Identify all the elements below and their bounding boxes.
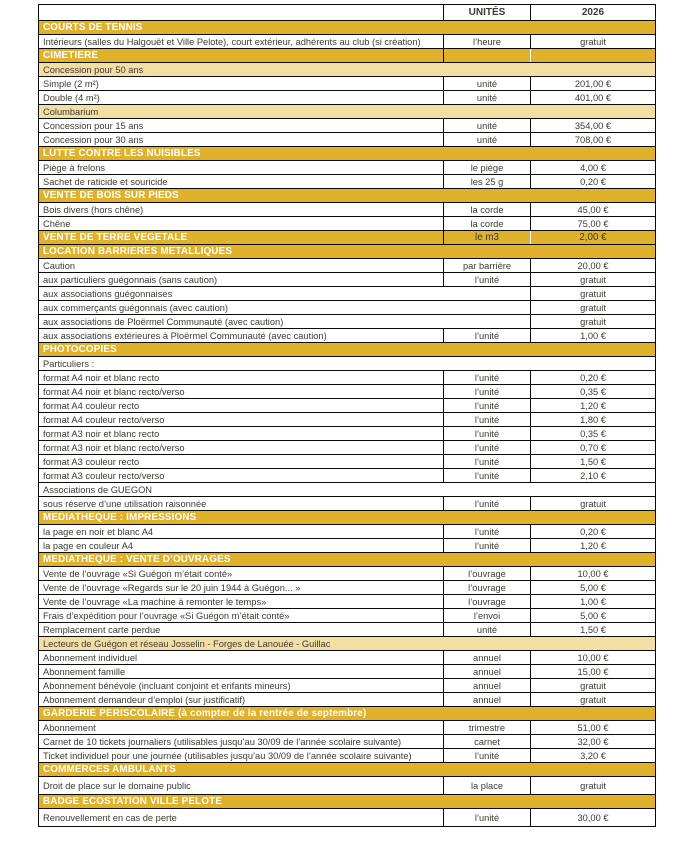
row-unit-cell: l’unité (444, 809, 531, 827)
row-unit-cell: la corde (444, 203, 531, 217)
row-value-cell: 15,00 € (531, 665, 656, 679)
row-value-cell: 0,35 € (531, 427, 656, 441)
row-unit-cell: l’ouvrage (444, 581, 531, 595)
tariff-table-body (39, 5, 656, 827)
subsection-title: Concession pour 50 ans (39, 63, 656, 77)
row-unit-cell: l’unité (444, 371, 531, 385)
section-title: CIMETIERE (39, 49, 444, 63)
row-unit-cell: l’unité (444, 441, 531, 455)
section-title: GARDERIE PERISCOLAIRE (à compter de la rentrée de septembre) (39, 707, 656, 721)
section-title: MEDIATHEQUE : IMPRESSIONS (39, 511, 656, 525)
row-label-cell: Double (4 m²) (39, 91, 444, 105)
row-label-cell: format A4 couleur recto/verso (39, 413, 444, 427)
row-value-cell (531, 49, 656, 63)
units-column-header: UNITÉS (444, 5, 531, 21)
row-value-cell: 30,00 € (531, 809, 656, 827)
row-label-cell: Sachet de raticide et souricide (39, 175, 444, 189)
row-value-cell: 1,20 € (531, 539, 656, 553)
section-header-row (39, 231, 656, 245)
section-header-row (39, 795, 656, 809)
row-unit-cell: l’unité (444, 329, 531, 343)
row-unit-cell: l’unité (444, 497, 531, 511)
table-row (39, 441, 656, 455)
row-label-cell: Chêne (39, 217, 444, 231)
row-unit-cell: annuel (444, 679, 531, 693)
table-row (39, 133, 656, 147)
row-value-cell: gratuit (531, 35, 656, 49)
table-row (39, 259, 656, 273)
subsection-header-row (39, 105, 656, 119)
section-title: PHOTOCOPIES (39, 343, 656, 357)
row-unit-cell: l’unité (444, 427, 531, 441)
row-unit-cell: l’heure (444, 35, 531, 49)
row-value-cell: 201,00 € (531, 77, 656, 91)
table-row (39, 749, 656, 763)
subsection-header-row (39, 637, 656, 651)
row-unit-cell: unité (444, 119, 531, 133)
row-label-cell: Carnet de 10 tickets journaliers (utilisables jusqu’au 30/09 de l’année scolaire suivante) (39, 735, 444, 749)
row-value-cell: 1,20 € (531, 399, 656, 413)
row-value-cell: gratuit (531, 315, 656, 329)
section-header-row (39, 245, 656, 259)
row-value-cell: 10,00 € (531, 651, 656, 665)
table-row (39, 385, 656, 399)
row-label-cell: Concession pour 30 ans (39, 133, 444, 147)
row-value-cell: 0,70 € (531, 441, 656, 455)
row-value-cell: gratuit (531, 287, 656, 301)
section-header-row (39, 343, 656, 357)
row-label-cell: format A4 noir et blanc recto/verso (39, 385, 444, 399)
row-label-cell: Particuliers : (39, 357, 656, 371)
row-label-cell: Concession pour 15 ans (39, 119, 444, 133)
row-label-cell: Vente de l’ouvrage «Regards sur le 20 juin 1944 à Guégon... » (39, 581, 444, 595)
row-value-cell: gratuit (531, 777, 656, 795)
row-unit-cell: l’envoi (444, 609, 531, 623)
section-title: COURTS DE TENNIS (39, 21, 656, 35)
table-row (39, 427, 656, 441)
row-unit-cell: unité (444, 133, 531, 147)
table-row (39, 91, 656, 105)
row-value-cell: 401,00 € (531, 91, 656, 105)
table-row (39, 693, 656, 707)
row-unit-cell: carnet (444, 735, 531, 749)
row-unit-cell: unité (444, 623, 531, 637)
row-value-cell: 45,00 € (531, 203, 656, 217)
row-unit-cell: l’unité (444, 469, 531, 483)
row-value-cell: 51,00 € (531, 721, 656, 735)
row-unit-cell: trimestre (444, 721, 531, 735)
row-value-cell: gratuit (531, 679, 656, 693)
section-title: LOCATION BARRIERES METALLIQUES (39, 245, 656, 259)
section-header-row (39, 147, 656, 161)
row-label-cell: Droit de place sur le domaine public (39, 777, 444, 795)
row-value-cell: gratuit (531, 497, 656, 511)
section-header-row (39, 21, 656, 35)
row-value-cell: 20,00 € (531, 259, 656, 273)
subsection-header-row (39, 63, 656, 77)
table-row (39, 329, 656, 343)
section-header-row (39, 511, 656, 525)
section-header-row (39, 49, 656, 63)
row-value-cell: 75,00 € (531, 217, 656, 231)
section-title: MEDIATHEQUE : VENTE D’OUVRAGES (39, 553, 656, 567)
row-unit-cell: le piège (444, 161, 531, 175)
row-label-cell: Vente de l’ouvrage «La machine à remonter le temps» (39, 595, 444, 609)
table-row (39, 595, 656, 609)
row-value-cell: 354,00 € (531, 119, 656, 133)
row-value-cell: 0,20 € (531, 175, 656, 189)
row-value-cell: 1,50 € (531, 623, 656, 637)
table-row (39, 777, 656, 795)
tariff-table (38, 4, 656, 827)
table-row (39, 665, 656, 679)
row-unit-cell: annuel (444, 693, 531, 707)
table-row (39, 161, 656, 175)
table-row (39, 413, 656, 427)
subsection-title: Columbarium (39, 105, 656, 119)
table-row (39, 567, 656, 581)
table-row (39, 539, 656, 553)
column-header-row (39, 5, 656, 21)
table-row (39, 399, 656, 413)
table-row (39, 301, 656, 315)
row-value-cell: gratuit (531, 301, 656, 315)
row-value-cell: 1,00 € (531, 595, 656, 609)
table-row (39, 35, 656, 49)
row-value-cell: 4,00 € (531, 161, 656, 175)
row-value-cell: 2,00 € (531, 231, 656, 245)
row-unit-cell: l’unité (444, 455, 531, 469)
row-unit-cell: l’unité (444, 525, 531, 539)
row-label-cell: format A3 couleur recto/verso (39, 469, 444, 483)
table-row (39, 609, 656, 623)
row-unit-cell: unité (444, 91, 531, 105)
table-row (39, 455, 656, 469)
table-row (39, 77, 656, 91)
row-label-cell: Associations de GUEGON (39, 483, 656, 497)
row-label-cell: aux associations de Ploërmel Communauté (avec caution) (39, 315, 531, 329)
row-unit-cell: la place (444, 777, 531, 795)
table-row (39, 651, 656, 665)
row-value-cell: 1,80 € (531, 413, 656, 427)
row-value-cell: gratuit (531, 273, 656, 287)
row-value-cell: 0,20 € (531, 371, 656, 385)
row-value-cell: 0,20 € (531, 525, 656, 539)
row-unit-cell: l’unité (444, 399, 531, 413)
row-label-cell: Renouvellement en cas de perte (39, 809, 444, 827)
row-value-cell: 5,00 € (531, 581, 656, 595)
row-unit-cell: annuel (444, 651, 531, 665)
row-label-cell: format A3 noir et blanc recto (39, 427, 444, 441)
table-row (39, 623, 656, 637)
table-row (39, 483, 656, 497)
row-value-cell: 32,00 € (531, 735, 656, 749)
column-header-cell (39, 5, 444, 21)
row-label-cell: Abonnement bénévole (incluant conjoint et enfants mineurs) (39, 679, 444, 693)
row-label-cell: format A3 couleur recto (39, 455, 444, 469)
row-label-cell: Simple (2 m²) (39, 77, 444, 91)
row-label-cell: aux associations extérieures à Ploërmel Communauté (avec caution) (39, 329, 444, 343)
section-title: VENTE DE BOIS SUR PIEDS (39, 189, 656, 203)
row-unit-cell: l’unité (444, 273, 531, 287)
row-label-cell: Abonnement (39, 721, 444, 735)
row-label-cell: aux commerçants guégonnais (avec caution) (39, 301, 531, 315)
row-label-cell: Abonnement famille (39, 665, 444, 679)
table-row (39, 287, 656, 301)
row-label-cell: Ticket individuel pour une journée (utilisables jusqu’au 30/09 de l’année scolaire suivante) (39, 749, 444, 763)
row-unit-cell: l’unité (444, 413, 531, 427)
row-value-cell: 1,50 € (531, 455, 656, 469)
row-label-cell: la page en noir et blanc A4 (39, 525, 444, 539)
row-label-cell: la page en couleur A4 (39, 539, 444, 553)
row-unit-cell: l’ouvrage (444, 567, 531, 581)
row-value-cell: 3,20 € (531, 749, 656, 763)
row-value-cell: 10,00 € (531, 567, 656, 581)
row-label-cell: Bois divers (hors chêne) (39, 203, 444, 217)
row-label-cell: Vente de l’ouvrage «Si Guégon m’était conté» (39, 567, 444, 581)
table-row (39, 721, 656, 735)
section-header-row (39, 189, 656, 203)
row-unit-cell: l’unité (444, 539, 531, 553)
table-row (39, 119, 656, 133)
row-value-cell: 5,00 € (531, 609, 656, 623)
row-unit-cell: le m3 (444, 231, 531, 245)
table-row (39, 273, 656, 287)
row-unit-cell (444, 49, 531, 63)
section-title: COMMERCES AMBULANTS (39, 763, 656, 777)
row-label-cell: aux particuliers guégonnais (sans caution) (39, 273, 444, 287)
row-value-cell: 708,00 € (531, 133, 656, 147)
table-row (39, 735, 656, 749)
row-value-cell: 1,00 € (531, 329, 656, 343)
row-unit-cell: l’unité (444, 385, 531, 399)
row-label-cell: aux associations guégonnaises (39, 287, 531, 301)
row-value-cell: 2,10 € (531, 469, 656, 483)
subsection-title: Lecteurs de Guégon et réseau Josselin - Forges de Lanouée - Guillac (39, 637, 656, 651)
row-value-cell: gratuit (531, 693, 656, 707)
row-label-cell: format A3 noir et blanc recto/verso (39, 441, 444, 455)
year-column-header: 2026 (531, 5, 656, 21)
table-row (39, 217, 656, 231)
row-label-cell: Frais d’expédition pour l’ouvrage «Si Guégon m’était conté» (39, 609, 444, 623)
section-header-row (39, 763, 656, 777)
table-row (39, 679, 656, 693)
table-row (39, 497, 656, 511)
row-unit-cell: l’unité (444, 749, 531, 763)
row-label-cell: format A4 noir et blanc recto (39, 371, 444, 385)
row-label-cell: Caution (39, 259, 444, 273)
row-label-cell: Intérieurs (salles du Halgouët et Ville Pelote), court extérieur, adhérents au club (si création) (39, 35, 444, 49)
table-row (39, 371, 656, 385)
row-unit-cell: annuel (444, 665, 531, 679)
table-row (39, 203, 656, 217)
table-row (39, 315, 656, 329)
row-label-cell: Abonnement individuel (39, 651, 444, 665)
row-unit-cell: la corde (444, 217, 531, 231)
row-label-cell: Piège à frelons (39, 161, 444, 175)
section-header-row (39, 553, 656, 567)
row-unit-cell: unité (444, 77, 531, 91)
row-label-cell: Remplacement carte perdue (39, 623, 444, 637)
section-title: LUTTE CONTRE LES NUISIBLES (39, 147, 656, 161)
section-header-row (39, 707, 656, 721)
table-row (39, 525, 656, 539)
row-value-cell: 0,35 € (531, 385, 656, 399)
section-title: BADGE ECOSTATION VILLE PELOTE (39, 795, 656, 809)
row-label-cell: format A4 couleur recto (39, 399, 444, 413)
row-unit-cell: par barrière (444, 259, 531, 273)
table-row (39, 809, 656, 827)
row-unit-cell: l’ouvrage (444, 595, 531, 609)
table-row (39, 469, 656, 483)
section-title: VENTE DE TERRE VEGETALE (39, 231, 444, 245)
table-row (39, 175, 656, 189)
row-label-cell: Abonnement demandeur d’emploi (sur justificatif) (39, 693, 444, 707)
row-unit-cell: les 25 g (444, 175, 531, 189)
table-row (39, 357, 656, 371)
table-row (39, 581, 656, 595)
row-label-cell: sous réserve d’une utilisation raisonnée (39, 497, 444, 511)
